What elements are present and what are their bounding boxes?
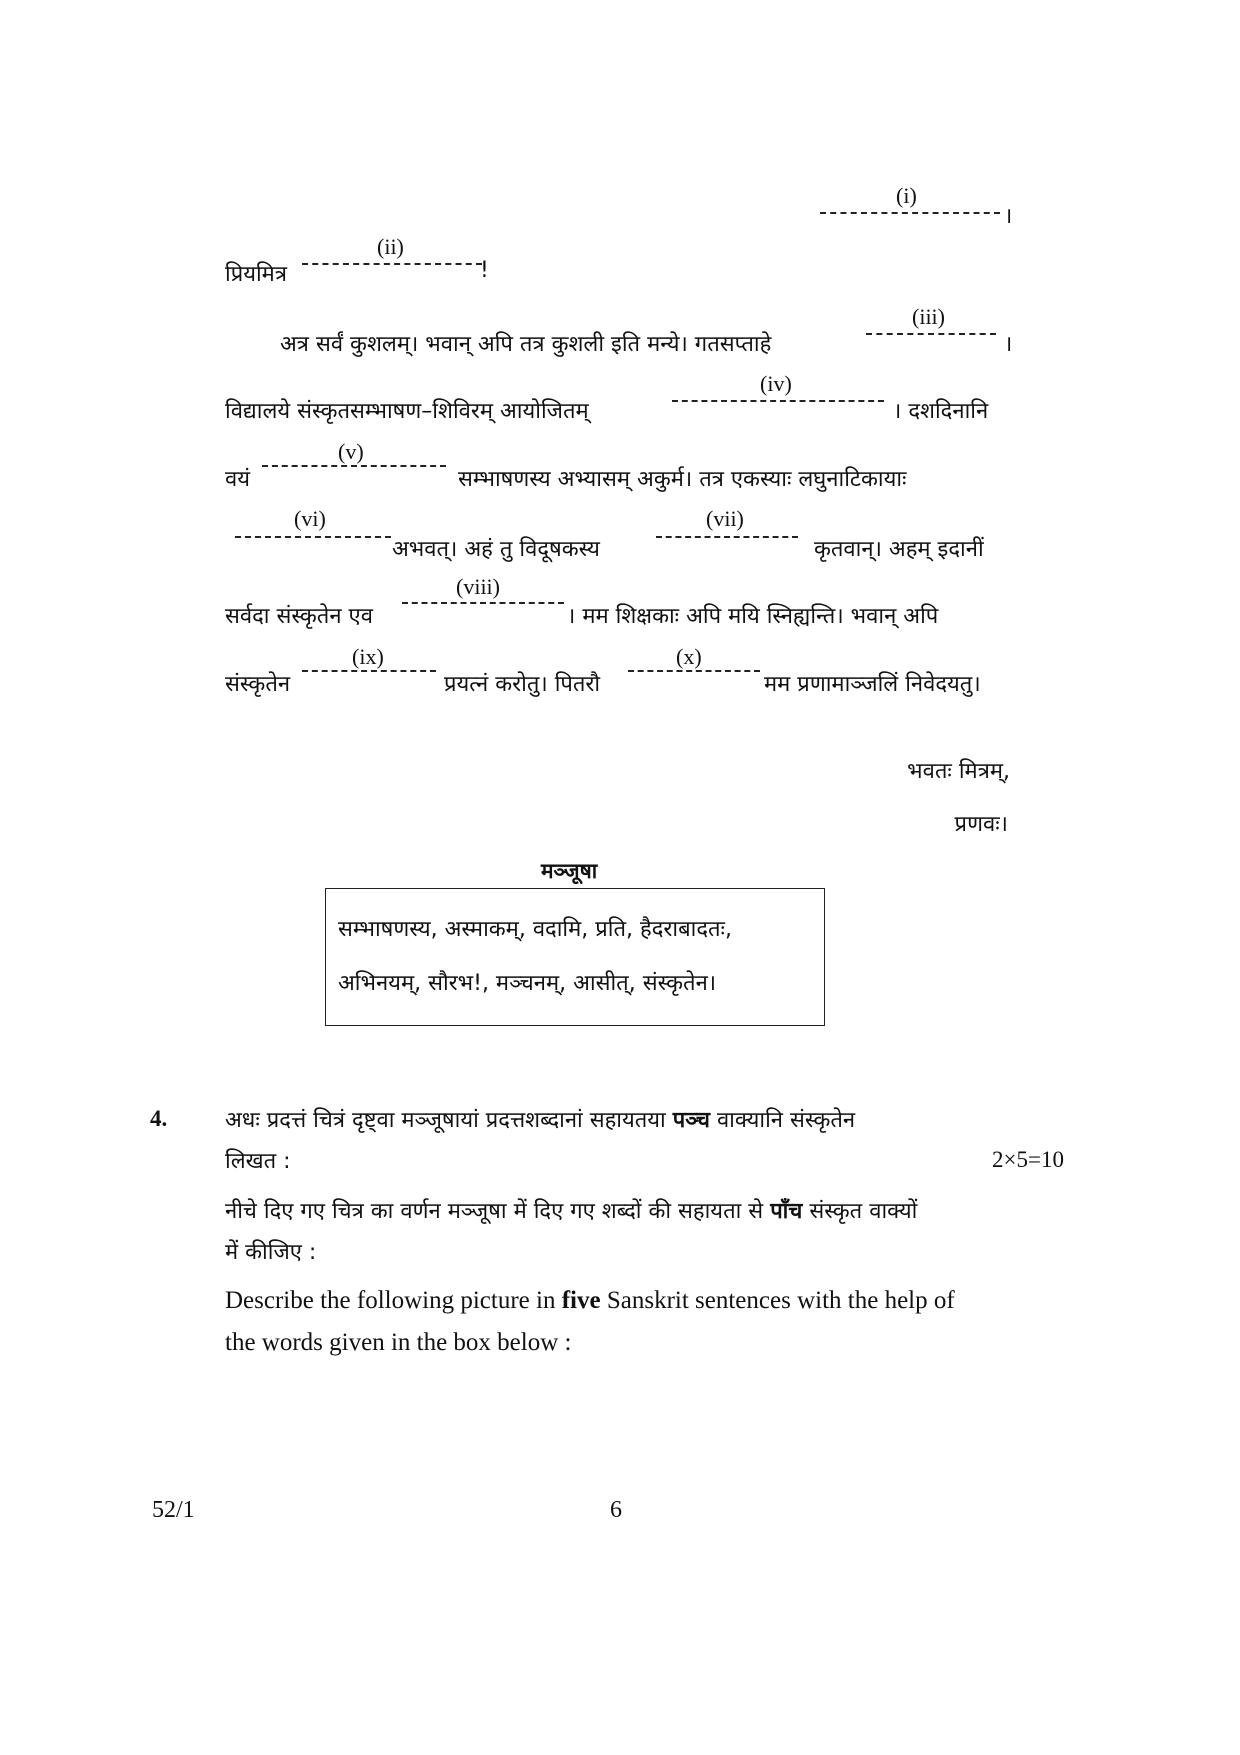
question-hindi-b: संस्कृत वाक्यों bbox=[809, 1199, 918, 1224]
blank-ii bbox=[302, 263, 482, 265]
closing-line-2: प्रणवः। bbox=[954, 812, 1008, 837]
letter-line-1: अत्र सर्वं कुशलम्। भवान् अपि तत्र कुशली इति मन्ये। गतसप्ताहे bbox=[280, 332, 772, 357]
blank-x bbox=[628, 670, 760, 672]
question-english-line-2: the words given in the box below : bbox=[225, 1329, 572, 1356]
blank-iv bbox=[672, 400, 884, 402]
blank-vii bbox=[656, 536, 798, 538]
letter-line-5: सर्वदा संस्कृतेन एव bbox=[225, 604, 373, 629]
blank-label-ii: (ii) bbox=[377, 234, 404, 259]
blank-label-viii: (viii) bbox=[456, 574, 500, 599]
letter-line-6-mid: प्रयत्नं करोतु। पितरौ bbox=[444, 672, 601, 697]
question-marks: 2×5=10 bbox=[992, 1147, 1064, 1172]
blank-label-x: (x) bbox=[676, 644, 702, 669]
closing-line-1: भवतः मित्रम्, bbox=[907, 759, 1010, 784]
blank-v bbox=[262, 465, 446, 467]
letter-line-6: संस्कृतेन bbox=[225, 672, 291, 697]
blank-label-iv: (iv) bbox=[760, 371, 792, 396]
question-sanskrit-bold: पञ्च bbox=[672, 1108, 710, 1133]
question-hindi-a: नीचे दिए गए चित्र का वर्णन मञ्जूषा में दिए गए शब्दों की सहायता से bbox=[225, 1199, 764, 1224]
wordbox-line-1: सम्भाषणस्य, अस्माकम्, वदामि, प्रति, हैदराबादतः, bbox=[338, 917, 732, 942]
blank-label-iii: (iii) bbox=[912, 304, 945, 329]
letter-line-6-end: मम प्रणामाञ्जलिं निवेदयतु। bbox=[764, 672, 981, 697]
letter-line-2: विद्यालये संस्कृतसम्भाषण–शिविरम् आयोजितम् bbox=[225, 399, 589, 424]
letter-line-5-end: । मम शिक्षकाः अपि मयि स्निह्यन्ति। भवान् अपि bbox=[567, 604, 939, 629]
question-sanskrit-b: वाक्यानि संस्कृतेन bbox=[716, 1108, 856, 1133]
salutation: प्रियमित्र bbox=[225, 262, 287, 287]
salutation-end: ! bbox=[480, 258, 489, 283]
blank-iii bbox=[866, 333, 996, 335]
blank-viii bbox=[402, 602, 564, 604]
blank-i bbox=[820, 212, 1000, 214]
question-sanskrit-line-1 bbox=[225, 1104, 855, 1134]
question-sanskrit-line-2: लिखत : bbox=[225, 1149, 291, 1174]
blank-label-v: (v) bbox=[338, 439, 364, 464]
blank-vi bbox=[235, 536, 391, 538]
letter-line-4: अभवत्। अहं तु विदूषकस्य bbox=[392, 537, 600, 562]
page-number: 6 bbox=[610, 1497, 622, 1523]
question-hindi-line-2: में कीजिए : bbox=[225, 1240, 317, 1265]
letter-line-1-end: । bbox=[1004, 332, 1013, 357]
blank-ix bbox=[302, 670, 436, 672]
address-end: । bbox=[1004, 204, 1013, 229]
wordbox-title: मञ्जूषा bbox=[541, 859, 598, 883]
paper-code: 52/1 bbox=[152, 1497, 195, 1523]
letter-line-4-end: कृतवान्। अहम् इदानीं bbox=[814, 537, 984, 562]
blank-label-i: (i) bbox=[896, 183, 917, 208]
question-english-a: Describe the following picture in bbox=[225, 1287, 556, 1314]
question-sanskrit-a: अधः प्रदत्तं चित्रं दृष्ट्वा मञ्जूषायां प्रदत्तशब्दानां सहायतया bbox=[225, 1108, 666, 1133]
question-number: 4. bbox=[150, 1106, 168, 1131]
wordbox-line-2: अभिनयम्, सौरभ!, मञ्चनम्, आसीत्, संस्कृतेन। bbox=[338, 971, 717, 996]
letter-line-3: सम्भाषणस्य अभ्यासम् अकुर्म। तत्र एकस्याः लघुनाटिकायाः bbox=[458, 467, 907, 492]
question-hindi-bold: पाँच bbox=[770, 1199, 803, 1224]
blank-label-ix: (ix) bbox=[352, 644, 384, 669]
wordbox bbox=[325, 888, 825, 1026]
question-english-line-1 bbox=[225, 1287, 955, 1315]
question-english-b: Sanskrit sentences with the help of bbox=[606, 1287, 955, 1314]
blank-label-vii: (vii) bbox=[706, 506, 744, 531]
letter-line-2-end: । दशदिनानि bbox=[893, 399, 989, 424]
question-hindi-line-1 bbox=[225, 1195, 917, 1225]
blank-label-vi: (vi) bbox=[294, 506, 326, 531]
question-english-bold: five bbox=[561, 1287, 601, 1314]
letter-line-3-start: वयं bbox=[225, 467, 250, 492]
